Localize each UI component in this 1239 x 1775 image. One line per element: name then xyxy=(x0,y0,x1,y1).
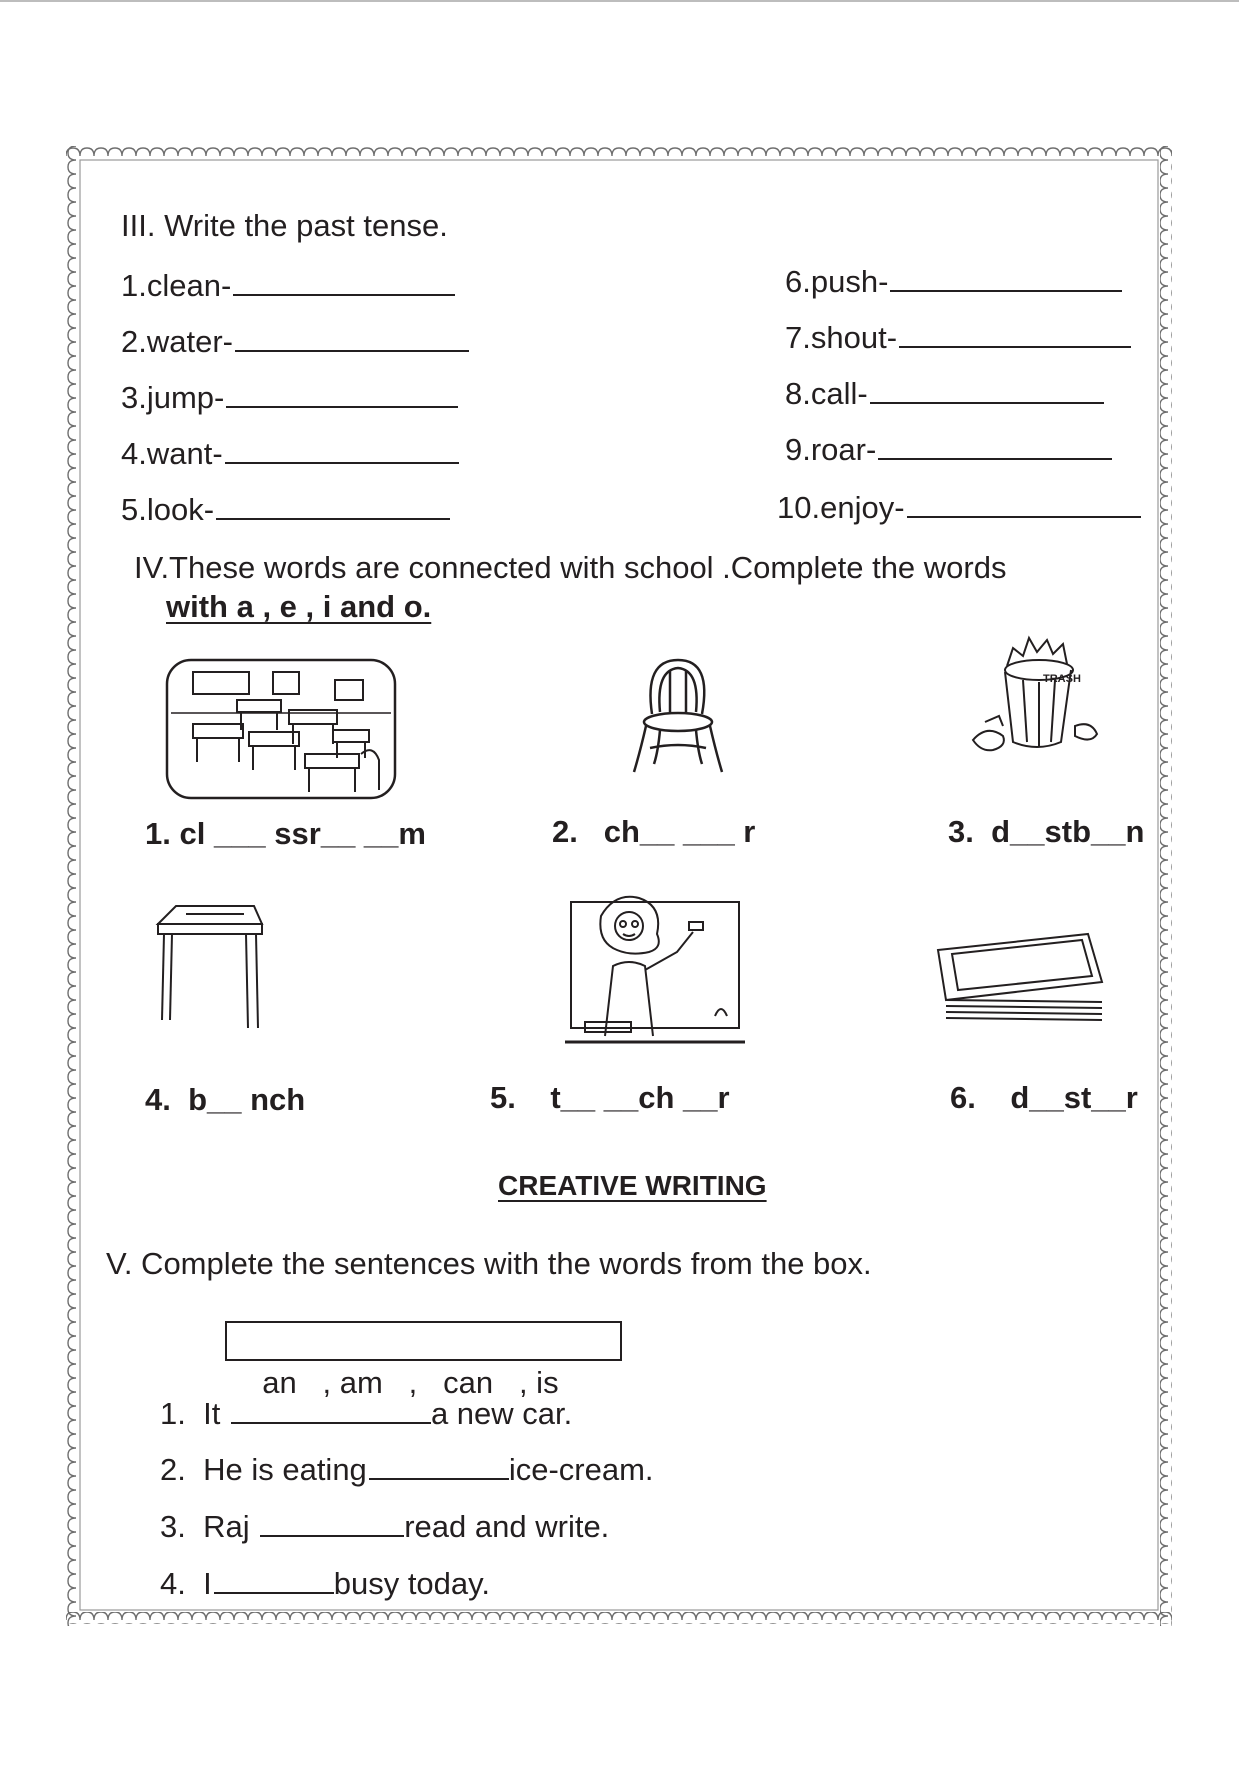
school-word-6 xyxy=(950,1080,1138,1116)
past-tense-item-10 xyxy=(777,490,1141,526)
section-4-title-text: IV.These words are connected with school .Complete the words xyxy=(134,550,1007,585)
answer-blank[interactable] xyxy=(235,324,469,352)
section-4-letters: with a , e , i and o. xyxy=(166,589,432,624)
word-puzzle: ch__ ___ r xyxy=(603,814,756,849)
scan-top-edge xyxy=(0,0,1239,2)
chair-picture xyxy=(630,656,726,776)
sentence-4 xyxy=(160,1566,490,1602)
duster-picture xyxy=(934,930,1106,1026)
sentence-2 xyxy=(160,1452,654,1488)
answer-blank[interactable] xyxy=(260,1509,404,1537)
past-tense-item-8 xyxy=(785,376,1104,412)
past-tense-item-7 xyxy=(785,320,1131,356)
creative-writing-heading xyxy=(498,1170,767,1202)
word-puzzle: b__ nch xyxy=(188,1082,306,1117)
past-tense-word: 9.roar- xyxy=(785,432,877,467)
word-number: 2. xyxy=(552,814,578,849)
past-tense-word: 6.push- xyxy=(785,264,889,299)
sentence-number: 3. xyxy=(160,1509,186,1544)
sentence-end: ice-cream. xyxy=(508,1452,654,1487)
sentence-end: busy today. xyxy=(333,1566,490,1601)
section-3-title xyxy=(121,208,448,244)
sentence-start: I xyxy=(203,1566,212,1601)
answer-blank[interactable] xyxy=(216,492,450,520)
word-number: 6. xyxy=(950,1080,976,1115)
word-puzzle: cl ___ ssr__ __m xyxy=(179,816,426,851)
past-tense-item-2 xyxy=(121,324,469,360)
word-puzzle: t__ __ch __r xyxy=(550,1080,730,1115)
section-4-title-line-1 xyxy=(134,550,1006,586)
past-tense-item-3 xyxy=(121,380,458,416)
word-box xyxy=(225,1321,622,1400)
bench-picture xyxy=(150,900,268,1032)
school-word-1 xyxy=(145,816,426,852)
past-tense-word: 1.clean- xyxy=(121,268,232,303)
word-number: 1. xyxy=(145,816,171,851)
past-tense-word: 10.enjoy- xyxy=(777,490,905,525)
sentence-number: 4. xyxy=(160,1566,186,1601)
answer-blank[interactable] xyxy=(907,490,1141,518)
answer-blank[interactable] xyxy=(369,1452,509,1480)
section-5-title xyxy=(106,1246,872,1282)
creative-writing-text: CREATIVE WRITING xyxy=(498,1170,767,1201)
section-5-title-text: V. Complete the sentences with the words from the box. xyxy=(106,1246,872,1281)
classroom-picture xyxy=(165,658,397,800)
sentence-number: 2. xyxy=(160,1452,186,1487)
answer-blank[interactable] xyxy=(890,264,1122,292)
past-tense-item-5 xyxy=(121,492,450,528)
sentence-number: 1. xyxy=(160,1396,186,1431)
past-tense-item-4 xyxy=(121,436,459,472)
past-tense-item-6 xyxy=(785,264,1122,300)
past-tense-item-9 xyxy=(785,432,1112,468)
sentence-start: He is eating xyxy=(203,1452,367,1487)
sentence-end: a new car. xyxy=(430,1396,573,1431)
past-tense-word: 7.shout- xyxy=(785,320,898,355)
past-tense-word: 4.want- xyxy=(121,436,223,471)
sentence-1 xyxy=(160,1396,572,1432)
word-number: 5. xyxy=(490,1080,516,1115)
section-4-title-line-2 xyxy=(166,589,431,625)
school-word-3 xyxy=(948,814,1144,850)
sentence-end: read and write. xyxy=(404,1509,610,1544)
past-tense-word: 5.look- xyxy=(121,492,215,527)
answer-blank[interactable] xyxy=(225,436,459,464)
past-tense-item-1 xyxy=(121,268,455,304)
past-tense-word: 3.jump- xyxy=(121,380,225,415)
school-word-2 xyxy=(552,814,755,850)
answer-blank[interactable] xyxy=(899,320,1131,348)
word-puzzle: d__stb__n xyxy=(991,814,1145,849)
school-word-5 xyxy=(490,1080,730,1116)
past-tense-word: 2.water- xyxy=(121,324,233,359)
word-number: 3. xyxy=(948,814,974,849)
trash-label: TRASH xyxy=(1043,673,1081,685)
word-number: 4. xyxy=(145,1082,171,1117)
sentence-start: Raj xyxy=(203,1509,259,1544)
dustbin-picture xyxy=(963,630,1103,756)
answer-blank[interactable] xyxy=(870,376,1104,404)
answer-blank[interactable] xyxy=(231,1396,431,1424)
past-tense-word: 8.call- xyxy=(785,376,868,411)
answer-blank[interactable] xyxy=(878,432,1112,460)
word-box-options: an , am , can , is xyxy=(262,1365,559,1400)
sentence-start: It xyxy=(203,1396,229,1431)
word-puzzle: d__st__r xyxy=(1010,1080,1138,1115)
school-word-4 xyxy=(145,1082,305,1118)
teacher-picture xyxy=(565,886,745,1048)
answer-blank[interactable] xyxy=(214,1566,334,1594)
sentence-3 xyxy=(160,1509,609,1545)
answer-blank[interactable] xyxy=(226,380,458,408)
answer-blank[interactable] xyxy=(233,268,455,296)
section-3-title-text: III. Write the past tense. xyxy=(121,208,448,243)
